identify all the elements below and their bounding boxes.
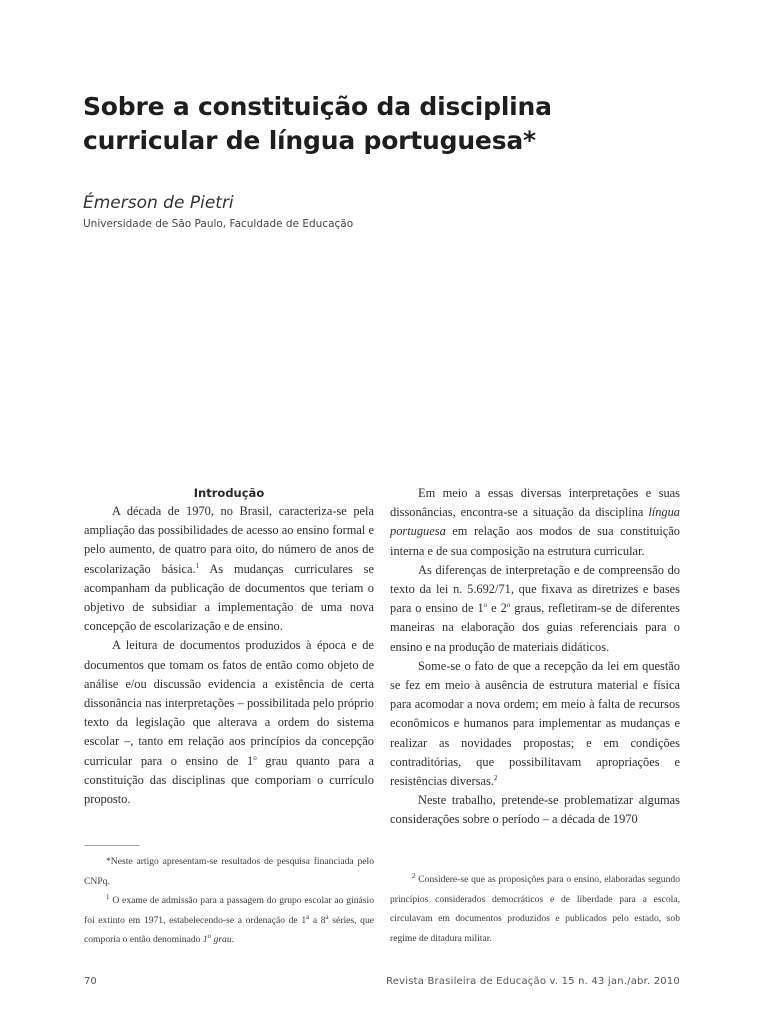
author-affiliation: Universidade de São Paulo, Faculdade de Educação <box>83 218 354 230</box>
body-paragraph: Some-se o fato de que a recepção da lei em questão se fez em meio à ausência de estrutura material e física para acomodar a nova ordem; em meio à falta de recursos econômicos e humanos para implementar as mudanças e realizar as novidades propostas; e em condições contraditórias, que possibilitavam apropriações e resistências diversas.$^2$ <box>390 658 680 789</box>
body-paragraph: As diferenças de interpretação e de compreensão do texto da lei n. 5.692/71, que fixava as diretrizes e bases para o ensino de 1$^o$ e 2$^o$ graus, refletiram-se de diferentes maneiras na elaboração dos guias referenciais para o ensino e na produção de materiais didáticos. <box>390 562 681 654</box>
right-column <box>390 484 680 830</box>
footnote-1: $^1$ O exame de admissão para a passagem do grupo escolar ao ginásio foi extinto em 1971, estabelecendo-se a ordenação de 1$^a$ a 8$^a$ séries, que comporia o então denominado 1$^o$ grau. <box>84 892 374 945</box>
journal-reference: Revista Brasileira de Educação v. 15 n. 43 jan./abr. 2010 <box>386 976 680 987</box>
footnote-2: $^2$ Considere-se que as proposições para o ensino, elaboradas segundo princípios considerados democráticos e de liberdade para a escola, circulavam em documentos produzidos e publicados pelo estado, sob regime de ditadura militar. <box>390 871 680 944</box>
footnote-ref: 1 <box>195 561 200 570</box>
body-paragraph: Em meio a essas diversas interpretações e suas dissonâncias, encontra-se a situação da disciplina língua portuguesa em relação aos modos de sua constituição interna e de sua composição na estrutura curricular. <box>390 486 680 558</box>
page-number: 70 <box>84 976 97 987</box>
body-paragraph: A leitura de documentos produzidos à época e de documentos que tomam os fatos de então como objeto de análise e/ou discussão evidencia a existência de certa dissonância nas interpretações – possibilitada pelo próprio texto da legislação que alterava a ordem do sistema escolar –, tanto em relação aos princípios da concepção curricular para o ensino de 1$^o$ grau quanto para a constituição das disciplinas que comporiam o currículo proposto. <box>84 638 375 807</box>
article-author: Émerson de Pietri <box>83 193 234 213</box>
body-paragraph: A década de 1970, no Brasil, caracteriza-se pela ampliação das possibilidades de acesso ao ensino formal e pelo aumento, de quatro para oito, do número de anos de escolarização básica.$^1$ As mudanças curriculares se acompanham da publicação de documentos que teriam o objetivo de subsidiar a implementação de uma nova concepção de escolarização e de ensino. <box>84 504 374 634</box>
section-heading: Introdução <box>193 486 265 500</box>
footnote-star: *Neste artigo apresentam-se resultados de pesquisa financiada pelo CNPq. <box>84 856 374 887</box>
body-paragraph: Neste trabalho, pretende-se problematizar algumas considerações sobre o período – a década de 1970 <box>390 793 680 827</box>
left-column <box>84 484 374 809</box>
footnote-ref: 2 <box>493 773 498 782</box>
article-title: Sobre a constituição da disciplina curricular de língua portuguesa* <box>83 92 552 155</box>
footnotes-right <box>390 870 680 948</box>
footnotes-left <box>84 852 374 950</box>
footnote-rule <box>84 845 140 846</box>
